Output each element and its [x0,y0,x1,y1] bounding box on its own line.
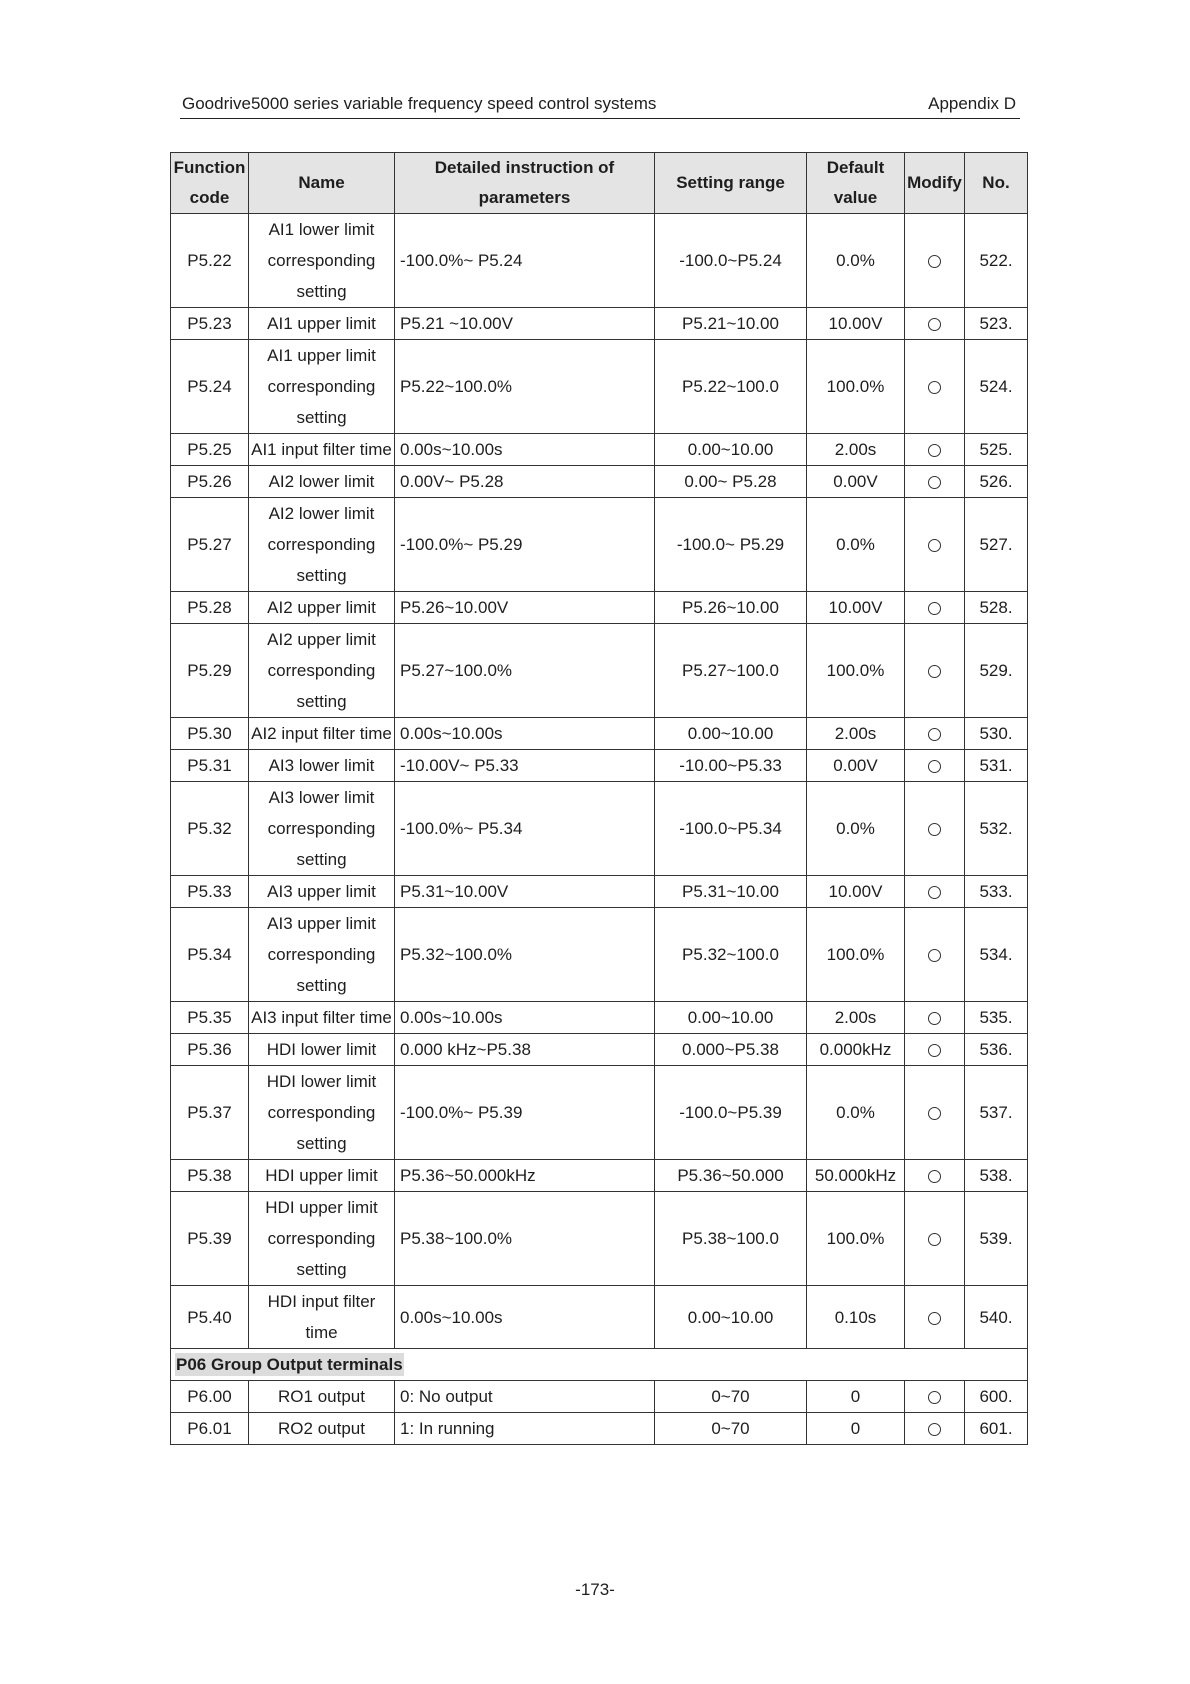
cell-modify [905,592,965,624]
cell-modify [905,1160,965,1192]
cell-no: 528. [965,592,1028,624]
cell-code: P5.28 [171,592,249,624]
table-row [171,1002,1028,1034]
cell-default: 10.00V [807,876,905,908]
cell-detail: P5.27~100.0% [395,624,655,718]
cell-no: 530. [965,718,1028,750]
cell-code: P5.29 [171,624,249,718]
cell-range: P5.22~100.0 [655,340,807,434]
cell-no: 600. [965,1381,1028,1413]
table-row [171,624,1028,718]
cell-detail: P5.31~10.00V [395,876,655,908]
parameter-table [170,152,1028,1445]
cell-name: HDI lower limit [249,1034,395,1066]
cell-detail: -100.0%~ P5.34 [395,782,655,876]
cell-modify [905,718,965,750]
col-header-default: Default value [807,153,905,214]
cell-detail: P5.38~100.0% [395,1192,655,1286]
table-row [171,1192,1028,1286]
cell-default: 0.10s [807,1286,905,1349]
cell-default: 0.00V [807,750,905,782]
cell-code: P5.27 [171,498,249,592]
cell-no: 522. [965,214,1028,308]
cell-default: 10.00V [807,592,905,624]
table-row [171,750,1028,782]
modify-circle-icon [928,1107,941,1120]
cell-detail: P5.36~50.000kHz [395,1160,655,1192]
cell-default: 100.0% [807,1192,905,1286]
cell-modify [905,434,965,466]
col-header-detail: Detailed instruction of parameters [395,153,655,214]
cell-code: P5.30 [171,718,249,750]
modify-circle-icon [928,728,941,741]
table-row [171,1160,1028,1192]
cell-modify [905,466,965,498]
cell-name: AI1 upper limit corresponding setting [249,340,395,434]
table-header-row [171,153,1028,214]
table-row [171,718,1028,750]
cell-range: -10.00~P5.33 [655,750,807,782]
cell-no: 529. [965,624,1028,718]
cell-detail: 0.00s~10.00s [395,1002,655,1034]
cell-code: P6.01 [171,1413,249,1445]
cell-no: 523. [965,308,1028,340]
cell-default: 0 [807,1413,905,1445]
cell-modify [905,750,965,782]
table-row [171,498,1028,592]
cell-code: P5.26 [171,466,249,498]
cell-default: 0.0% [807,1066,905,1160]
cell-modify [905,214,965,308]
modify-circle-icon [928,444,941,457]
table-row [171,214,1028,308]
modify-circle-icon [928,1391,941,1404]
cell-code: P5.35 [171,1002,249,1034]
cell-name: RO1 output [249,1381,395,1413]
cell-name: HDI upper limit corresponding setting [249,1192,395,1286]
modify-circle-icon [928,1423,941,1436]
cell-default: 100.0% [807,908,905,1002]
cell-no: 534. [965,908,1028,1002]
cell-code: P6.00 [171,1381,249,1413]
table-row [171,876,1028,908]
cell-name: AI2 upper limit [249,592,395,624]
cell-default: 0.0% [807,214,905,308]
modify-circle-icon [928,1012,941,1025]
cell-detail: P5.32~100.0% [395,908,655,1002]
cell-no: 537. [965,1066,1028,1160]
cell-range: P5.21~10.00 [655,308,807,340]
cell-range: -100.0~P5.39 [655,1066,807,1160]
cell-no: 535. [965,1002,1028,1034]
cell-default: 0.00V [807,466,905,498]
table-row [171,1286,1028,1349]
cell-modify [905,1002,965,1034]
cell-default: 2.00s [807,718,905,750]
cell-modify [905,876,965,908]
cell-range: 0.000~P5.38 [655,1034,807,1066]
cell-no: 526. [965,466,1028,498]
cell-code: P5.25 [171,434,249,466]
cell-name: AI3 lower limit corresponding setting [249,782,395,876]
modify-circle-icon [928,823,941,836]
modify-circle-icon [928,602,941,615]
modify-circle-icon [928,949,941,962]
modify-circle-icon [928,1044,941,1057]
cell-name: HDI lower limit corresponding setting [249,1066,395,1160]
cell-modify [905,308,965,340]
cell-code: P5.23 [171,308,249,340]
modify-circle-icon [928,1312,941,1325]
modify-circle-icon [928,318,941,331]
group-heading-label: P06 Group Output terminals [176,1355,403,1374]
table-row [171,340,1028,434]
table-row [171,908,1028,1002]
page-number: -173- [575,1580,615,1599]
modify-circle-icon [928,886,941,899]
table-row [171,1066,1028,1160]
table-row [171,466,1028,498]
cell-range: 0.00~10.00 [655,434,807,466]
cell-default: 0 [807,1381,905,1413]
cell-range: 0~70 [655,1381,807,1413]
table-row [171,1381,1028,1413]
col-header-code: Function code [171,153,249,214]
cell-modify [905,340,965,434]
cell-range: 0~70 [655,1413,807,1445]
modify-circle-icon [928,760,941,773]
col-header-no: No. [965,153,1028,214]
cell-range: P5.36~50.000 [655,1160,807,1192]
cell-detail: 0.00s~10.00s [395,718,655,750]
cell-modify [905,498,965,592]
modify-circle-icon [928,255,941,268]
cell-name: AI1 lower limit corresponding setting [249,214,395,308]
cell-range: 0.00~10.00 [655,718,807,750]
table-row [171,308,1028,340]
group-heading [171,1349,1028,1381]
cell-modify [905,1034,965,1066]
col-header-modify: Modify [905,153,965,214]
cell-no: 538. [965,1160,1028,1192]
cell-name: AI3 upper limit [249,876,395,908]
cell-name: AI1 input filter time [249,434,395,466]
table-row [171,592,1028,624]
cell-name: HDI upper limit [249,1160,395,1192]
cell-detail: 0: No output [395,1381,655,1413]
cell-no: 533. [965,876,1028,908]
cell-detail: P5.26~10.00V [395,592,655,624]
cell-no: 524. [965,340,1028,434]
cell-detail: -100.0%~ P5.39 [395,1066,655,1160]
cell-detail: -10.00V~ P5.33 [395,750,655,782]
cell-no: 536. [965,1034,1028,1066]
cell-default: 2.00s [807,1002,905,1034]
cell-range: P5.38~100.0 [655,1192,807,1286]
table-row [171,1413,1028,1445]
cell-modify [905,908,965,1002]
modify-circle-icon [928,539,941,552]
col-header-name: Name [249,153,395,214]
cell-range: P5.26~10.00 [655,592,807,624]
cell-name: AI1 upper limit [249,308,395,340]
cell-modify [905,1066,965,1160]
cell-default: 0.000kHz [807,1034,905,1066]
table-row [171,434,1028,466]
cell-default: 10.00V [807,308,905,340]
modify-circle-icon [928,381,941,394]
cell-code: P5.34 [171,908,249,1002]
cell-default: 2.00s [807,434,905,466]
cell-code: P5.39 [171,1192,249,1286]
cell-detail: 0.00V~ P5.28 [395,466,655,498]
cell-detail: P5.22~100.0% [395,340,655,434]
cell-no: 531. [965,750,1028,782]
table-row [171,1034,1028,1066]
cell-range: -100.0~P5.34 [655,782,807,876]
cell-detail: 1: In running [395,1413,655,1445]
cell-detail: -100.0%~ P5.29 [395,498,655,592]
cell-name: AI3 upper limit corresponding setting [249,908,395,1002]
cell-range: P5.32~100.0 [655,908,807,1002]
cell-code: P5.37 [171,1066,249,1160]
cell-code: P5.24 [171,340,249,434]
cell-name: AI3 lower limit [249,750,395,782]
col-header-range: Setting range [655,153,807,214]
cell-no: 540. [965,1286,1028,1349]
cell-detail: P5.21 ~10.00V [395,308,655,340]
cell-code: P5.40 [171,1286,249,1349]
cell-name: AI2 lower limit corresponding setting [249,498,395,592]
cell-name: AI2 input filter time [249,718,395,750]
cell-detail: 0.00s~10.00s [395,1286,655,1349]
cell-default: 0.0% [807,782,905,876]
cell-range: P5.27~100.0 [655,624,807,718]
cell-code: P5.33 [171,876,249,908]
cell-no: 601. [965,1413,1028,1445]
cell-detail: -100.0%~ P5.24 [395,214,655,308]
cell-code: P5.32 [171,782,249,876]
cell-modify [905,1413,965,1445]
cell-detail: 0.00s~10.00s [395,434,655,466]
cell-default: 0.0% [807,498,905,592]
cell-code: P5.36 [171,1034,249,1066]
cell-modify [905,782,965,876]
cell-default: 50.000kHz [807,1160,905,1192]
cell-range: P5.31~10.00 [655,876,807,908]
modify-circle-icon [928,476,941,489]
cell-name: AI2 lower limit [249,466,395,498]
cell-range: -100.0~ P5.29 [655,498,807,592]
cell-default: 100.0% [807,624,905,718]
header-title: Goodrive5000 series variable frequency speed control systems [182,94,657,113]
cell-detail: 0.000 kHz~P5.38 [395,1034,655,1066]
cell-default: 100.0% [807,340,905,434]
modify-circle-icon [928,1233,941,1246]
cell-modify [905,1381,965,1413]
modify-circle-icon [928,1170,941,1183]
cell-name: AI3 input filter time [249,1002,395,1034]
cell-name: RO2 output [249,1413,395,1445]
cell-no: 525. [965,434,1028,466]
cell-code: P5.22 [171,214,249,308]
cell-range: 0.00~10.00 [655,1286,807,1349]
modify-circle-icon [928,665,941,678]
cell-name: AI2 upper limit corresponding setting [249,624,395,718]
cell-code: P5.31 [171,750,249,782]
header-section: Appendix D [928,94,1016,113]
cell-modify [905,1286,965,1349]
cell-no: 539. [965,1192,1028,1286]
group-heading-row [171,1349,1028,1381]
cell-modify [905,1192,965,1286]
cell-range: -100.0~P5.24 [655,214,807,308]
cell-modify [905,624,965,718]
cell-range: 0.00~10.00 [655,1002,807,1034]
table-row [171,782,1028,876]
cell-no: 532. [965,782,1028,876]
cell-no: 527. [965,498,1028,592]
cell-range: 0.00~ P5.28 [655,466,807,498]
cell-code: P5.38 [171,1160,249,1192]
page-header [180,90,1020,119]
cell-name: HDI input filter time [249,1286,395,1349]
